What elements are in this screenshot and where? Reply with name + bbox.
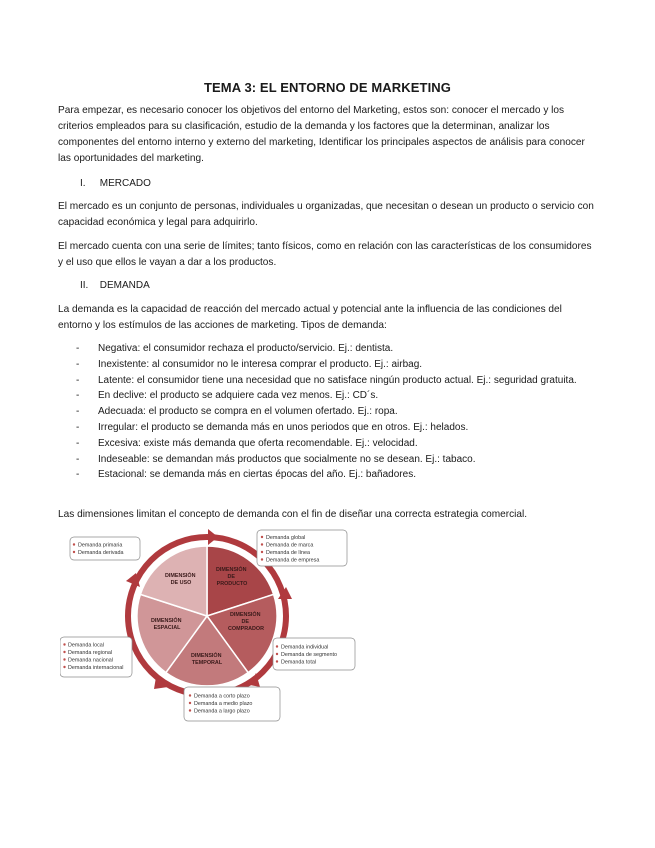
svg-text:Demanda internacional: Demanda internacional [68, 665, 124, 671]
bullet-icon [189, 694, 191, 696]
bullet-icon [189, 709, 191, 711]
bullet-icon [261, 558, 263, 560]
svg-text:Demanda de línea: Demanda de línea [266, 550, 311, 556]
bullet-icon [261, 543, 263, 545]
demanda-paragraph: La demanda es la capacidad de reacción del mercado actual y potencial ante la influencia de las condiciones del entorno y los estímulos de las acciones de marketing. Tipos de demanda: [58, 304, 562, 331]
box-comprador [273, 638, 355, 670]
demand-types-list [76, 341, 606, 483]
svg-text:Demanda de empresa: Demanda de empresa [266, 557, 320, 564]
bullet-icon [276, 653, 278, 655]
list-item: - Inexistente: al consumidor no le interesa comprar el producto. Ej.: airbag. [76, 357, 606, 373]
bullet-icon [73, 551, 75, 553]
svg-text:Demanda nacional: Demanda nacional [68, 657, 113, 664]
bullet-icon [63, 666, 65, 668]
list-item: - Latente: el consumidor tiene una necesidad que no satisface ningún producto actual. Ej.: seguridad gratuita. [76, 373, 606, 389]
svg-text:Demanda a corto plazo: Demanda a corto plazo [194, 693, 250, 700]
svg-text:Demanda regional: Demanda regional [68, 650, 113, 656]
arrow-icon [208, 529, 218, 545]
segment-label-espacial: DIMENSIÓN ESPACIAL [150, 618, 182, 631]
list-item: - En declive: el producto se adquiere cada vez menos. Ej.: CD´s. [76, 388, 606, 404]
list-item: - Irregular: el producto se demanda más en unos periodos que en otros. Ej.: helados. [76, 420, 606, 436]
section-number: II. [80, 280, 89, 291]
section-title: MERCADO [99, 178, 151, 189]
svg-text:Demanda de segmento: Demanda de segmento [281, 652, 338, 658]
bullet-icon [63, 643, 65, 645]
section-number: I. [80, 178, 86, 189]
box-temporal [184, 687, 280, 721]
segment-label-temporal: DIMENSIÓN TEMPORAL [190, 653, 223, 666]
list-item: - Adecuada: el producto se compra en el volumen ofertado. Ej.: ropa. [76, 404, 606, 420]
box-espacial [60, 637, 132, 677]
list-item: - Negativa: el consumidor rechaza el producto/servicio. Ej.: dentista. [76, 341, 606, 357]
list-item: - Excesiva: existe más demanda que oferta recomendable. Ej.: velocidad. [76, 436, 606, 452]
svg-text:Demanda individual: Demanda individual [281, 644, 329, 651]
section-heading-mercado [80, 176, 151, 192]
svg-text:Demanda a medio plazo: Demanda a medio plazo [194, 701, 253, 707]
bullet-icon [261, 536, 263, 538]
box-producto [257, 530, 347, 566]
segment-label-uso: DIMENSIÓN DE USO [164, 573, 196, 586]
list-item: - Estacional: se demanda más en ciertas épocas del año. Ej.: bañadores. [76, 467, 606, 483]
svg-text:Demanda derivada: Demanda derivada [78, 550, 124, 556]
bullet-icon [276, 660, 278, 662]
svg-text:Demanda local: Demanda local [68, 642, 104, 649]
segment-label-comprador: DIMENSIÓN DE COMPRADOR [228, 612, 264, 632]
svg-text:Demanda a largo plazo: Demanda a largo plazo [194, 708, 250, 715]
svg-text:Demanda primaria: Demanda primaria [78, 542, 123, 549]
bullet-icon [63, 658, 65, 660]
mercado-paragraph-1: El mercado es un conjunto de personas, individuales u organizadas, que necesitan o desean un producto o servicio con capacidad económica y legal para adquirirlo. [58, 201, 594, 228]
bullet-icon [189, 702, 191, 704]
dimensiones-paragraph: Las dimensiones limitan el concepto de demanda con el fin de diseñar una correcta estrategia comercial. [58, 509, 528, 520]
section-title: DEMANDA [99, 280, 150, 291]
mercado-paragraph-2: El mercado cuenta con una serie de límites; tanto físicos, como en relación con las características de los consumidores y el uso que ellos le vayan a dar a los productos. [58, 241, 592, 268]
box-uso [70, 537, 140, 560]
list-item: - Indeseable: se demandan más productos que socialmente no se desean. Ej.: tabaco. [76, 452, 606, 468]
svg-text:Demanda de marca: Demanda de marca [266, 542, 314, 549]
svg-text:Demanda global: Demanda global [266, 535, 306, 541]
section-heading-demanda [80, 278, 150, 294]
bullet-icon [63, 651, 65, 653]
bullet-icon [261, 551, 263, 553]
bullet-icon [73, 543, 75, 545]
demand-dimensions-diagram [60, 527, 360, 727]
segment-label-producto: DIMENSIÓN DE PRODUCTO [215, 567, 248, 587]
page-title: TEMA 3: EL ENTORNO DE MARKETING [204, 80, 451, 95]
bullet-icon [276, 645, 278, 647]
intro-paragraph: Para empezar, es necesario conocer los objetivos del entorno del Marketing, estos son: conocer el mercado y los criterios empleados para su clasificación, estudio de la demanda y los factores que la determinan, analizar los componentes del entorno interno y externo del marketing, Identificar los principales aspectos de análisis para conocer las oportunidades del marketing. [58, 105, 585, 164]
svg-text:Demanda total: Demanda total [281, 659, 317, 666]
